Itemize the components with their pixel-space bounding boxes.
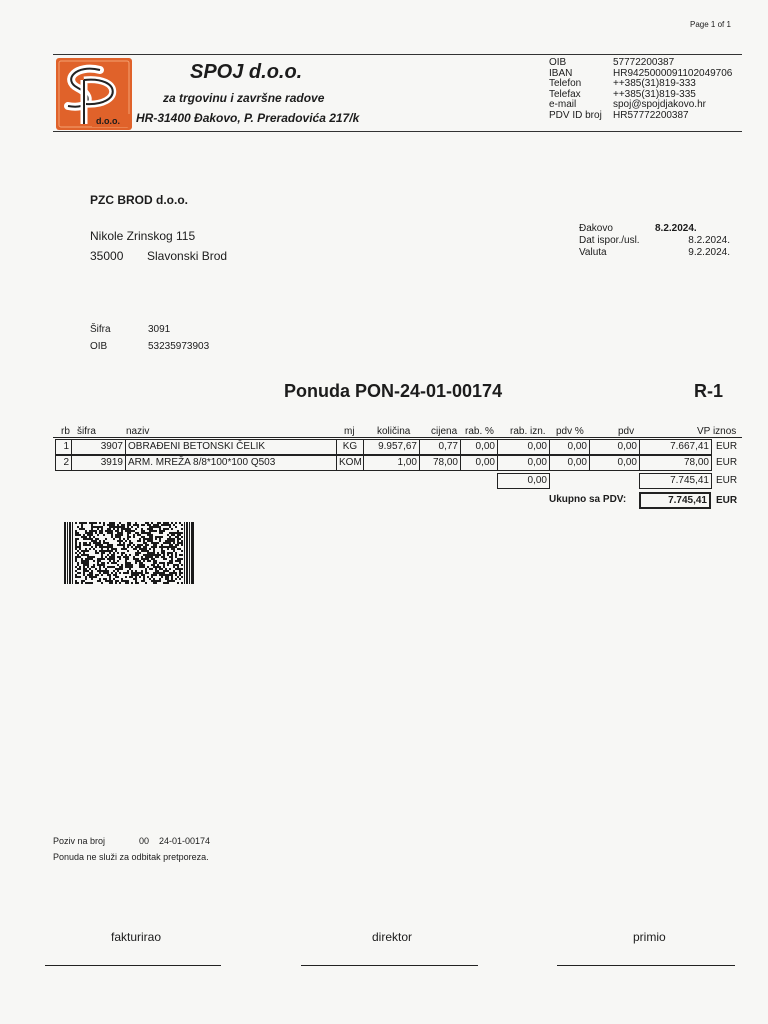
customer-street: Nikole Zrinskog 115 — [90, 229, 196, 243]
customer-city: Slavonski Brod — [147, 249, 228, 263]
page-counter: Page 1 of 1 — [690, 20, 731, 29]
cell-kolicina: 9.957,67 — [363, 439, 420, 455]
cell-pdv-pct: 0,00 — [549, 439, 590, 455]
cell-currency: EUR — [716, 441, 738, 452]
info-label: OIB — [549, 57, 567, 68]
subtotal-iznos: 7.745,41 — [639, 473, 712, 489]
date-label: Dat ispor./usl. — [579, 235, 640, 246]
footer-note: Ponuda ne služi za odbitak pretporeza. — [53, 852, 209, 862]
sifra-value: 3091 — [148, 324, 171, 335]
oib-value: 53235973903 — [148, 341, 210, 352]
signature-line-direktor — [301, 965, 478, 966]
poziv-model: 00 — [139, 836, 150, 846]
col-header-sifra: šifra — [77, 426, 96, 437]
info-label: e-mail — [549, 99, 577, 111]
cell-naziv: ARM. MREŽA 8/8*100*100 Q503 — [125, 455, 337, 471]
logo-text: d.o.o. — [96, 116, 120, 126]
signature-label-direktor: direktor — [372, 930, 413, 944]
cell-iznos: 7.667,41 — [639, 439, 712, 455]
cell-rb: 1 — [55, 439, 72, 455]
cell-currency: EUR — [716, 457, 738, 468]
oib-label: OIB — [90, 341, 108, 352]
document-code: R-1 — [694, 381, 724, 401]
cell-rb: 2 — [55, 455, 72, 471]
date-row-place — [579, 223, 730, 235]
col-header-mj: mj — [344, 426, 355, 437]
subtotal-currency: EUR — [716, 475, 738, 486]
customer-zip: 35000 — [90, 249, 124, 263]
company-info — [549, 58, 732, 122]
cell-rab-izn: 0,00 — [497, 455, 550, 471]
company-name: SPOJ d.o.o. — [190, 61, 303, 83]
cell-kolicina: 1,00 — [363, 455, 420, 471]
info-value: HR57772200387 — [613, 109, 689, 121]
poziv-label: Poziv na broj — [53, 836, 106, 846]
col-header-rab-izn: rab. izn. — [510, 426, 546, 437]
signature-label-primio: primio — [633, 930, 666, 944]
info-label: Telefon — [549, 78, 582, 90]
signature-line-fakturirao — [45, 965, 221, 966]
info-label: PDV ID broj — [549, 109, 602, 121]
cell-pdv-pct: 0,00 — [549, 455, 590, 471]
col-header-cijena: cijena — [431, 426, 458, 437]
subtotal-rab-izn: 0,00 — [497, 473, 550, 489]
cell-pdv: 0,00 — [589, 439, 640, 455]
document-title: Ponuda PON-24-01-00174 — [284, 381, 503, 401]
col-header-rab-pct: rab. % — [465, 426, 494, 437]
company-logo — [56, 58, 132, 130]
cell-rab-pct: 0,00 — [460, 439, 498, 455]
signature-line-primio — [557, 965, 735, 966]
header-top-rule — [53, 54, 742, 55]
cell-mj: KG — [336, 439, 364, 455]
cell-sifra: 3907 — [71, 439, 126, 455]
info-value: ++385(31)819-333 — [613, 78, 696, 90]
sifra-label: Šifra — [90, 324, 111, 335]
date-row-valuta — [579, 247, 730, 259]
info-row-pdv-id — [549, 111, 732, 122]
cell-pdv: 0,00 — [589, 455, 640, 471]
date-row-delivery — [579, 235, 730, 247]
signature-label-fakturirao: fakturirao — [111, 930, 162, 944]
cell-iznos: 78,00 — [639, 455, 712, 471]
info-label: IBAN — [549, 67, 573, 79]
customer-codes — [90, 321, 209, 355]
date-value: 8.2.2024. — [688, 235, 730, 246]
date-label: Valuta — [579, 247, 607, 258]
date-label: Đakovo — [579, 223, 613, 234]
company-address: HR-31400 Đakovo, P. Preradovića 217/k — [136, 111, 360, 125]
col-header-pdv-pct: pdv % — [556, 426, 584, 437]
cell-cijena: 0,77 — [419, 439, 461, 455]
company-subtitle: za trgovinu i završne radove — [163, 91, 325, 105]
header-bottom-rule — [53, 131, 742, 132]
customer-oib-row — [90, 338, 209, 355]
info-value: HR9425000091102049706 — [613, 67, 733, 79]
date-value: 9.2.2024. — [688, 247, 730, 258]
col-header-kolicina: količina — [377, 426, 411, 437]
info-value: ++385(31)819-335 — [613, 88, 696, 100]
info-label: Telefax — [549, 88, 581, 100]
info-value: spoj@spojdjakovo.hr — [613, 99, 706, 111]
poziv-number: 24-01-00174 — [159, 836, 211, 846]
info-row-oib — [549, 58, 732, 69]
table-header-rule — [53, 437, 742, 438]
col-header-pdv: pdv — [618, 426, 635, 437]
info-value: 57772200387 — [613, 57, 675, 68]
cell-mj: KOM — [336, 455, 364, 471]
cell-rab-pct: 0,00 — [460, 455, 498, 471]
col-header-rb: rb — [61, 426, 70, 437]
date-value: 8.2.2024. — [655, 223, 697, 234]
col-header-naziv: naziv — [126, 426, 150, 437]
cell-sifra: 3919 — [71, 455, 126, 471]
customer-name: PZC BROD d.o.o. — [90, 193, 188, 207]
cell-rab-izn: 0,00 — [497, 439, 550, 455]
cell-cijena: 78,00 — [419, 455, 461, 471]
customer-sifra-row — [90, 321, 209, 338]
col-header-vp-iznos: VP iznos — [697, 426, 737, 437]
2d-barcode — [64, 522, 194, 584]
grand-total-label: Ukupno sa PDV: — [549, 494, 627, 505]
grand-total-currency: EUR — [716, 495, 738, 506]
grand-total-value: 7.745,41 — [639, 492, 711, 509]
cell-naziv: OBRAĐENI BETONSKI ČELIK — [125, 439, 337, 455]
document-dates — [579, 223, 730, 259]
payment-reference — [53, 836, 210, 846]
